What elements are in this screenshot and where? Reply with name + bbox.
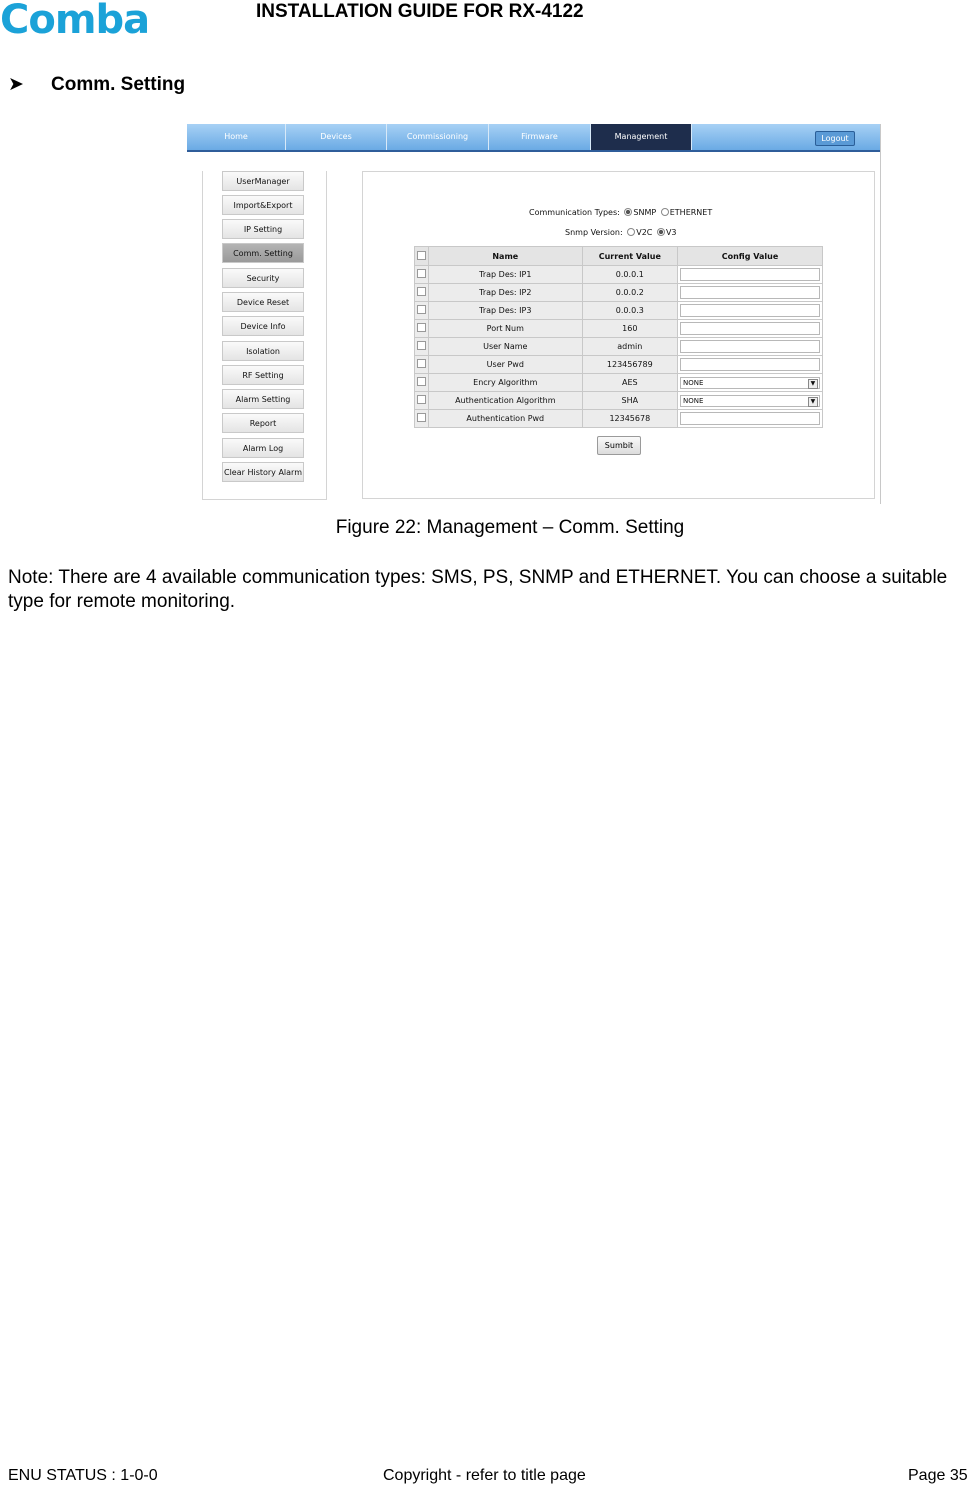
row-current-value: 123456789 <box>582 356 677 374</box>
tab-devices[interactable]: Devices <box>286 124 387 150</box>
column-header-config-value: Config Value <box>677 247 822 266</box>
logo-text: Comba <box>0 0 150 40</box>
config-value-input[interactable] <box>680 286 820 299</box>
radio-snmp-label: SNMP <box>633 208 657 217</box>
row-current-value: 0.0.0.1 <box>582 266 677 284</box>
top-navigation <box>187 124 881 152</box>
arrowhead-bullet-icon: ➤ <box>8 74 24 95</box>
config-table <box>414 246 823 428</box>
sidebar-item-device-info[interactable]: Device Info <box>222 316 304 336</box>
row-name: Port Num <box>428 320 582 338</box>
table-row <box>415 338 823 356</box>
table-row <box>415 374 823 392</box>
table-header-row <box>415 247 823 266</box>
tab-management[interactable]: Management <box>591 124 692 150</box>
sidebar-item-alarm-setting[interactable]: Alarm Setting <box>222 389 304 409</box>
communication-types-row <box>529 208 712 217</box>
footer-copyright: Copyright - refer to title page <box>383 1467 586 1484</box>
section-heading-text: Comm. Setting <box>51 74 186 95</box>
sidebar-item-comm-setting[interactable]: Comm. Setting <box>222 243 304 263</box>
figure-caption: Figure 22: Management – Comm. Setting <box>335 517 685 538</box>
sidebar-item-security[interactable]: Security <box>222 268 304 288</box>
row-name: User Pwd <box>428 356 582 374</box>
row-checkbox[interactable] <box>417 305 426 314</box>
row-checkbox[interactable] <box>417 287 426 296</box>
management-screenshot <box>187 124 881 504</box>
config-value-input[interactable] <box>680 268 820 281</box>
row-name: Authentication Pwd <box>428 410 582 428</box>
note-paragraph: Note: There are 4 available communication types: SMS, PS, SNMP and ETHERNET. You can choose a suitable type for remote monitoring. <box>8 567 948 612</box>
table-row <box>415 302 823 320</box>
config-value-input[interactable] <box>680 322 820 335</box>
comba-logo <box>0 0 182 40</box>
radio-v3[interactable] <box>657 228 665 236</box>
table-row <box>415 410 823 428</box>
communication-types-label: Communication Types: <box>529 208 620 217</box>
column-header-name: Name <box>428 247 582 266</box>
row-current-value: SHA <box>582 392 677 410</box>
radio-snmp[interactable] <box>624 208 632 216</box>
row-name: User Name <box>428 338 582 356</box>
row-checkbox[interactable] <box>417 341 426 350</box>
row-current-value: 0.0.0.2 <box>582 284 677 302</box>
config-value-input[interactable] <box>680 412 820 425</box>
row-name: Trap Des: IP1 <box>428 266 582 284</box>
radio-v2c[interactable] <box>627 228 635 236</box>
sidebar-item-isolation[interactable]: Isolation <box>222 341 304 361</box>
authentication-algorithm-select[interactable] <box>680 395 820 407</box>
table-row <box>415 266 823 284</box>
radio-v3-label: V3 <box>665 228 677 237</box>
config-value-input[interactable] <box>680 304 820 317</box>
sidebar-item-alarm-log[interactable]: Alarm Log <box>222 438 304 458</box>
row-current-value: 0.0.0.3 <box>582 302 677 320</box>
row-current-value: admin <box>582 338 677 356</box>
row-checkbox[interactable] <box>417 269 426 278</box>
sidebar-item-usermanager[interactable]: UserManager <box>222 171 304 191</box>
row-current-value: AES <box>582 374 677 392</box>
row-checkbox[interactable] <box>417 359 426 368</box>
section-heading <box>8 73 185 96</box>
row-current-value: 160 <box>582 320 677 338</box>
row-name: Encry Algorithm <box>428 374 582 392</box>
table-row <box>415 284 823 302</box>
dropdown-arrow-icon: ▼ <box>808 397 818 407</box>
encry-algorithm-select[interactable] <box>680 377 820 389</box>
submit-button[interactable]: Sumbit <box>597 436 641 455</box>
radio-v2c-label: V2C <box>636 228 653 237</box>
select-all-checkbox[interactable] <box>417 251 426 260</box>
footer-status: ENU STATUS : 1-0-0 <box>8 1467 158 1484</box>
radio-ethernet[interactable] <box>661 208 669 216</box>
row-name: Trap Des: IP3 <box>428 302 582 320</box>
tab-home[interactable]: Home <box>187 124 286 150</box>
tab-commissioning[interactable]: Commissioning <box>387 124 489 150</box>
column-header-current-value: Current Value <box>582 247 677 266</box>
dropdown-arrow-icon: ▼ <box>808 379 818 389</box>
row-checkbox[interactable] <box>417 323 426 332</box>
table-row <box>415 356 823 374</box>
sidebar-item-ip-setting[interactable]: IP Setting <box>222 219 304 239</box>
tab-firmware[interactable]: Firmware <box>489 124 591 150</box>
table-row <box>415 392 823 410</box>
sidebar-item-clear-history-alarm[interactable]: Clear History Alarm <box>222 462 304 482</box>
row-current-value: 12345678 <box>582 410 677 428</box>
select-value: NONE <box>682 378 704 387</box>
config-value-input[interactable] <box>680 358 820 371</box>
footer-page-number: Page 35 <box>908 1467 968 1484</box>
sidebar-item-report[interactable]: Report <box>222 413 304 433</box>
radio-ethernet-label: ETHERNET <box>669 208 713 217</box>
sidebar-item-import-export[interactable]: Import&Export <box>222 195 304 215</box>
logout-button[interactable]: Logout <box>815 131 855 146</box>
table-row <box>415 320 823 338</box>
sidebar-item-device-reset[interactable]: Device Reset <box>222 292 304 312</box>
config-value-input[interactable] <box>680 340 820 353</box>
document-title: INSTALLATION GUIDE FOR RX-4122 <box>256 1 584 22</box>
row-checkbox[interactable] <box>417 377 426 386</box>
snmp-version-label: Snmp Version: <box>565 228 623 237</box>
select-value: NONE <box>682 396 704 405</box>
row-checkbox[interactable] <box>417 413 426 422</box>
row-name: Trap Des: IP2 <box>428 284 582 302</box>
sidebar-item-rf-setting[interactable]: RF Setting <box>222 365 304 385</box>
row-checkbox[interactable] <box>417 395 426 404</box>
row-name: Authentication Algorithm <box>428 392 582 410</box>
snmp-version-row <box>565 228 677 237</box>
